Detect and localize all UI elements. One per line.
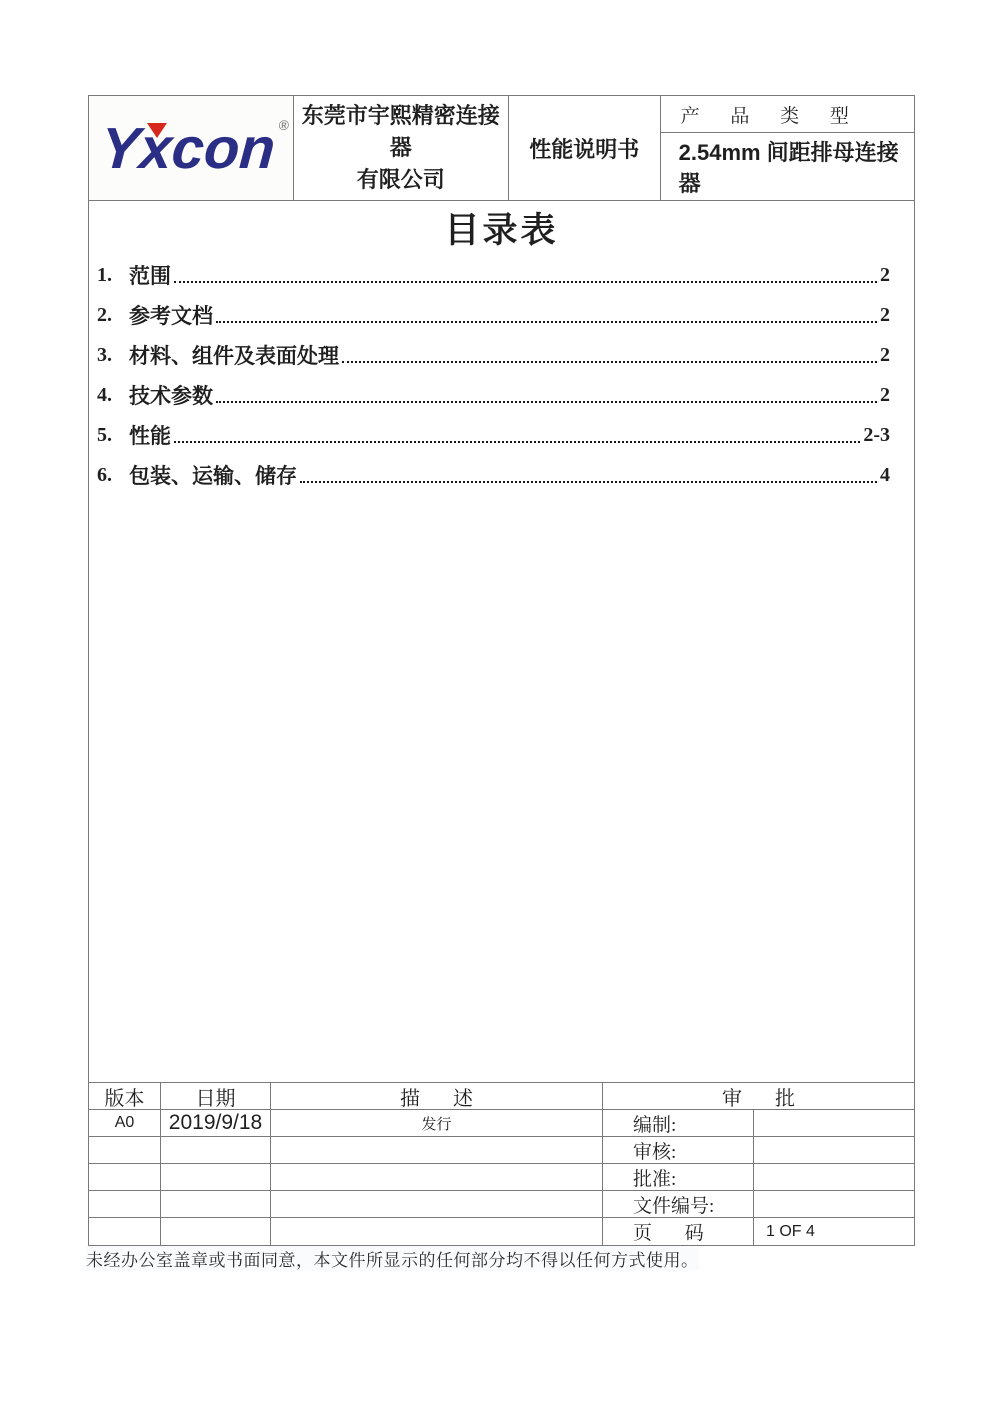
toc-item-2 (97, 295, 890, 335)
company-name-cell (293, 96, 508, 200)
product-type-cell (660, 96, 914, 200)
toc-item-4 (97, 375, 890, 415)
toc-item-page: 4 (880, 463, 890, 486)
toc-item-page: 2-3 (863, 423, 890, 446)
cell-page-value: 1 OF 4 (766, 1222, 815, 1240)
toc-dot-leader (174, 427, 860, 443)
cell-description (271, 1164, 603, 1191)
col-header-approval: 审 批 (603, 1083, 914, 1110)
company-name-line1: 东莞市宇熙精密连接器 (301, 103, 500, 161)
product-type-value: 2.54mm 间距排母连接器 (678, 139, 899, 196)
toc-dot-leader (300, 467, 877, 483)
header-table (88, 95, 915, 201)
col-header-date: 日期 (161, 1083, 271, 1110)
cell-description: 发行 (271, 1110, 603, 1137)
toc-item-3 (97, 335, 890, 375)
toc-item-number: 2. (97, 303, 112, 326)
footer-disclaimer: 未经办公室盖章或书面同意，本文件所显示的任何部分均不得以任何方式使用。 (86, 1246, 699, 1271)
registered-mark: ® (278, 116, 290, 133)
logo-red-triangle-icon (147, 123, 167, 138)
cell-approval-value (754, 1164, 914, 1191)
toc-item-label: 技术参数 (129, 384, 213, 408)
toc-item-number: 1. (97, 263, 112, 286)
cell-page-label: 页 码 (603, 1218, 754, 1245)
toc-item-label: 参考文档 (129, 304, 213, 328)
toc-item-page: 2 (880, 343, 890, 366)
toc-item-page: 2 (880, 263, 890, 286)
toc-dot-leader (216, 307, 877, 323)
cell-approval-value (754, 1110, 914, 1137)
toc-item-label: 包装、运输、储存 (129, 464, 297, 488)
toc-dot-leader (174, 267, 877, 283)
cell-approval-label: 批准: (603, 1164, 754, 1191)
cell-description (271, 1191, 603, 1218)
cell-date (161, 1137, 271, 1164)
cell-approval-label: 文件编号: (603, 1191, 754, 1218)
logo-text: Yxcon® (98, 115, 290, 181)
toc-item-5 (97, 415, 890, 455)
toc-item-number: 5. (97, 423, 112, 446)
toc-item-number: 3. (97, 343, 112, 366)
cell-date (161, 1164, 271, 1191)
col-header-description: 描 述 (271, 1083, 603, 1110)
doc-type-label: 性能说明书 (529, 136, 640, 162)
cell-description (271, 1137, 603, 1164)
toc-item-page: 2 (880, 303, 890, 326)
cell-date: 2019/9/18 (161, 1110, 271, 1137)
toc-dot-leader (216, 387, 877, 403)
content-box (88, 201, 915, 1082)
toc-item-label: 材料、组件及表面处理 (129, 344, 339, 368)
cell-approval-label: 审核: (603, 1137, 754, 1164)
logo-cell (89, 96, 293, 200)
toc-item-label: 性能 (129, 424, 171, 448)
cell-version (89, 1218, 161, 1245)
toc-dot-leader (342, 347, 877, 363)
cell-approval-value (754, 1191, 914, 1218)
cell-version: A0 (89, 1110, 161, 1137)
cell-date (161, 1191, 271, 1218)
cell-version (89, 1164, 161, 1191)
cell-approval-label: 编制: (603, 1110, 754, 1137)
col-header-version: 版本 (89, 1083, 161, 1110)
toc-item-number: 6. (97, 463, 112, 486)
doc-type-cell (508, 96, 660, 200)
company-logo (89, 96, 293, 200)
toc-item-label: 范围 (129, 264, 171, 288)
toc-item-number: 4. (97, 383, 112, 406)
cell-version (89, 1191, 161, 1218)
revision-table (88, 1082, 915, 1246)
toc-item-page: 2 (880, 383, 890, 406)
company-name-line2: 有限公司 (356, 166, 445, 192)
toc-list (89, 251, 914, 495)
product-type-header: 产 品 类 型 (661, 96, 914, 133)
cell-version (89, 1137, 161, 1164)
toc-item-1 (97, 255, 890, 295)
cell-approval-value (754, 1137, 914, 1164)
toc-title: 目录表 (444, 211, 559, 250)
toc-item-6 (97, 455, 890, 495)
cell-date (161, 1218, 271, 1245)
cell-description (271, 1218, 603, 1245)
